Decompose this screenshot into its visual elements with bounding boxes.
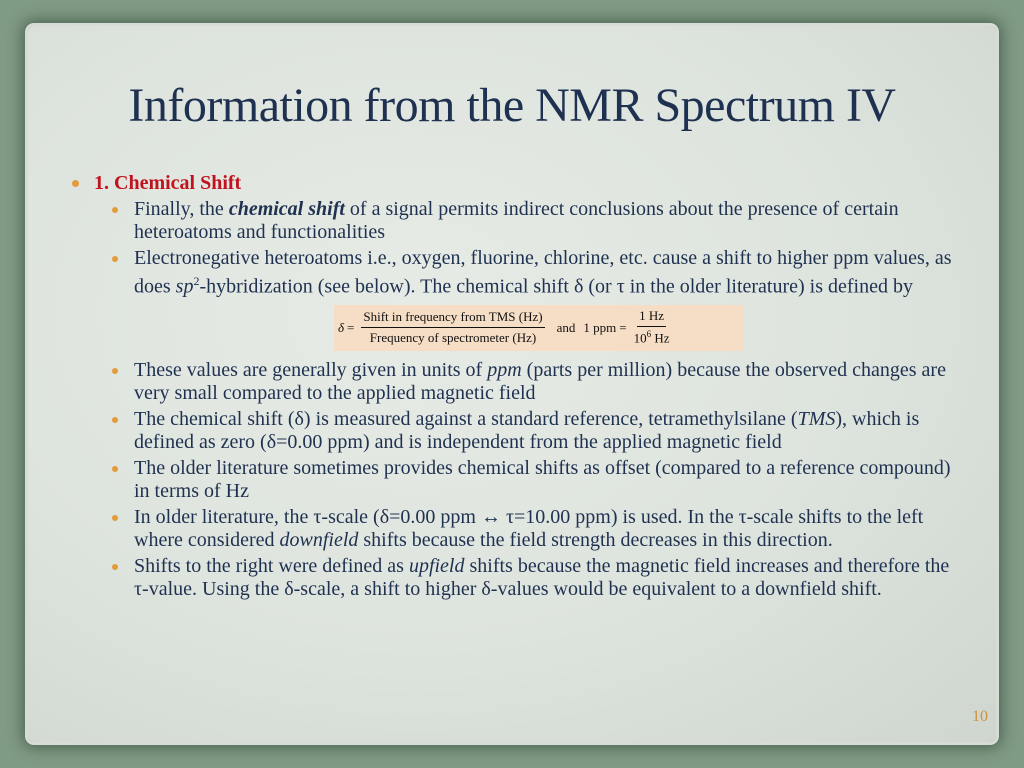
bullet-text: -hybridization (see below). The chemical shift δ (or τ in the older literature) is defined by — [199, 275, 913, 298]
bullet-dot-icon — [112, 564, 118, 570]
slide-content — [72, 172, 967, 604]
section-heading-text: 1. Chemical Shift — [94, 172, 242, 194]
bullet-item — [112, 408, 967, 454]
bullet-dot-icon — [112, 515, 118, 521]
formula-exponent: 6 — [646, 329, 652, 340]
bullet-item — [112, 247, 967, 299]
formula-equals: = — [347, 319, 355, 335]
formula-ppm: 1 ppm — [583, 319, 617, 335]
bullet-text: ), which is defined as zero (δ=0.00 ppm) and is independent from the applied magnetic field — [134, 407, 920, 453]
bullet-dot-icon — [112, 417, 118, 423]
bullet-emphasis: ppm — [487, 358, 522, 381]
page-number: 10 — [972, 708, 988, 725]
formula-numerator: Shift in frequency from TMS (Hz) — [361, 309, 544, 328]
formula-denominator: Frequency of spectrometer (Hz) — [369, 330, 537, 346]
bullet-emphasis: sp — [175, 275, 194, 298]
bullet-text: The older literature sometimes provides chemical shifts as offset (compared to a reference compound) in terms of Hz — [134, 456, 951, 502]
bullet-text: In older literature, the τ-scale (δ=0.00 ppm ↔ τ=10.00 ppm) is used. In the τ-scale shifts to the left where considered — [134, 505, 924, 551]
bullet-dot-icon — [112, 466, 118, 472]
formula-delta: δ — [338, 319, 345, 335]
bullet-dot-icon — [112, 207, 118, 213]
bullet-text: (parts per million) because the observed changes are very small compared to the applied magnetic field — [134, 358, 946, 404]
bullet-dot-icon — [72, 180, 79, 187]
bullet-text: Electronegative heteroatoms i.e., oxygen, fluorine, chlorine, etc. cause a shift to higher ppm values, as does — [134, 247, 952, 298]
bullet-item — [112, 198, 967, 244]
chemical-shift-formula — [334, 305, 744, 351]
bullet-text: shifts because the field strength decreases in this direction. — [358, 528, 833, 551]
bullet-item — [112, 506, 967, 552]
bullet-text: of a signal permits indirect conclusions about the presence of certain heteroatoms and functionalities — [134, 198, 899, 243]
bullet-emphasis: upfield — [408, 554, 465, 577]
formula-unit: Hz — [651, 330, 670, 346]
bullet-item — [112, 555, 967, 601]
formula-fraction-shift — [361, 309, 544, 346]
bullet-emphasis: downfield — [279, 528, 359, 551]
bullet-text: These values are generally given in units of — [134, 358, 488, 381]
superscript: 2 — [193, 274, 200, 288]
bullet-text: Finally, the — [134, 198, 229, 220]
formula-base: 10 — [633, 330, 647, 346]
bullet-dot-icon — [112, 368, 118, 374]
bullet-emphasis: TMS — [797, 407, 836, 430]
formula-denominator — [634, 327, 670, 346]
bullet-dot-icon — [112, 256, 118, 262]
formula-and: and — [556, 319, 576, 335]
slide-title: Information from the NMR Spectrum IV — [128, 79, 896, 132]
bullet-emphasis: chemical shift — [228, 198, 345, 220]
bullet-text: shifts because the magnetic field increases and therefore the τ-value. Using the δ-scale, a shift to higher δ-values would be equivalent to a downfield shift. — [134, 554, 950, 600]
formula-equals: = — [619, 319, 627, 335]
bullet-item — [112, 457, 967, 503]
bullet-item — [112, 359, 967, 405]
bullet-text: Shifts to the right were defined as — [134, 554, 409, 577]
formula-fraction-ppm — [634, 308, 670, 346]
formula-numerator: 1 Hz — [637, 308, 666, 327]
section-heading — [72, 172, 967, 195]
bullet-text: The chemical shift (δ) is measured against a standard reference, tetramethylsilane ( — [134, 407, 798, 430]
